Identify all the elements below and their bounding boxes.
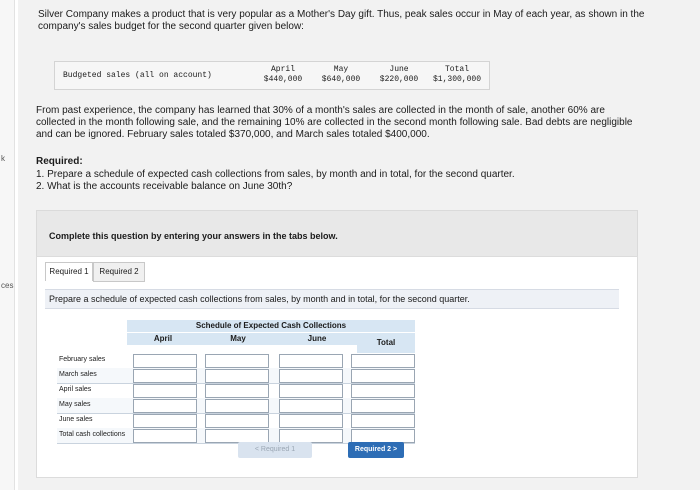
input-cell[interactable] <box>205 354 269 368</box>
tab-required-2[interactable]: Required 2 <box>93 262 145 282</box>
input-cell[interactable] <box>279 369 343 383</box>
budget-june: June $220,000 <box>379 65 419 84</box>
budget-total: Total $1,300,000 <box>432 65 481 84</box>
input-cell[interactable] <box>351 369 415 383</box>
input-cell[interactable] <box>279 399 343 413</box>
row-label: February sales <box>59 356 106 363</box>
answer-panel <box>36 256 638 478</box>
input-cell[interactable] <box>205 369 269 383</box>
sales-budget-table <box>54 61 490 90</box>
input-cell[interactable] <box>133 354 197 368</box>
question-container <box>18 0 700 490</box>
sidebar-mark: ces <box>1 281 14 290</box>
budget-may: May $640,000 <box>321 65 361 84</box>
left-sidebar <box>0 0 15 490</box>
input-cell[interactable] <box>351 399 415 413</box>
budget-row-label: Budgeted sales (all on account) <box>63 71 212 80</box>
input-cell[interactable] <box>133 414 197 428</box>
input-cell[interactable] <box>133 384 197 398</box>
column-header-june: June <box>277 333 357 345</box>
next-button[interactable]: Required 2 > <box>348 442 404 458</box>
collection-pattern-paragraph: From past experience, the company has learned that 30% of a month's sales are collected in the month of sale, another 60% are collected in the month following sale, and the remaining 10% are collected in the second month following sale. Bad debts are negligible and can be ignored. February sales totaled $370,000, and March sales totaled $400,000. <box>36 105 633 140</box>
schedule-row-april <box>57 383 415 399</box>
instruction-banner <box>36 210 638 258</box>
schedule-row-may <box>57 398 415 414</box>
input-cell[interactable] <box>133 369 197 383</box>
tab-prompt: Prepare a schedule of expected cash collections from sales, by month and in total, for the second quarter. <box>45 289 619 309</box>
row-label: May sales <box>59 401 91 408</box>
input-cell[interactable] <box>351 429 415 443</box>
input-cell[interactable] <box>279 429 343 443</box>
previous-button[interactable]: < Required 1 <box>238 442 312 458</box>
input-cell[interactable] <box>205 429 269 443</box>
tab-required-1[interactable]: Required 1 <box>45 262 93 281</box>
row-label: March sales <box>59 371 97 378</box>
row-label: Total cash collections <box>59 431 126 438</box>
row-label: April sales <box>59 386 92 393</box>
input-cell[interactable] <box>351 384 415 398</box>
input-cell[interactable] <box>133 399 197 413</box>
input-cell[interactable] <box>205 414 269 428</box>
budget-april: April $440,000 <box>263 65 303 84</box>
row-label: June sales <box>59 416 93 423</box>
schedule-row-march <box>57 368 415 384</box>
sidebar-mark: k <box>1 154 5 163</box>
schedule-title: Schedule of Expected Cash Collections <box>127 320 415 332</box>
input-cell[interactable] <box>279 384 343 398</box>
input-cell[interactable] <box>133 429 197 443</box>
input-cell[interactable] <box>351 414 415 428</box>
column-header-may: May <box>199 333 277 345</box>
input-cell[interactable] <box>205 399 269 413</box>
schedule-row-february <box>57 353 415 369</box>
required-item: 2. What is the accounts receivable balance on June 30th? <box>36 181 293 192</box>
question-intro: Silver Company makes a product that is very popular as a Mother's Day gift. Thus, peak sales occur in May of each year, as shown in the company's sales budget for the second quarter given below: <box>38 9 645 32</box>
input-cell[interactable] <box>351 354 415 368</box>
schedule-row-june <box>57 413 415 429</box>
input-cell[interactable] <box>279 414 343 428</box>
input-cell[interactable] <box>205 384 269 398</box>
required-item: 1. Prepare a schedule of expected cash collections from sales, by month and in total, for the second quarter. <box>36 169 515 180</box>
instruction-text: Complete this question by entering your answers in the tabs below. <box>49 231 338 241</box>
column-header-total: Total <box>357 333 415 353</box>
input-cell[interactable] <box>279 354 343 368</box>
required-title: Required: <box>36 156 83 167</box>
column-header-april: April <box>127 333 199 345</box>
